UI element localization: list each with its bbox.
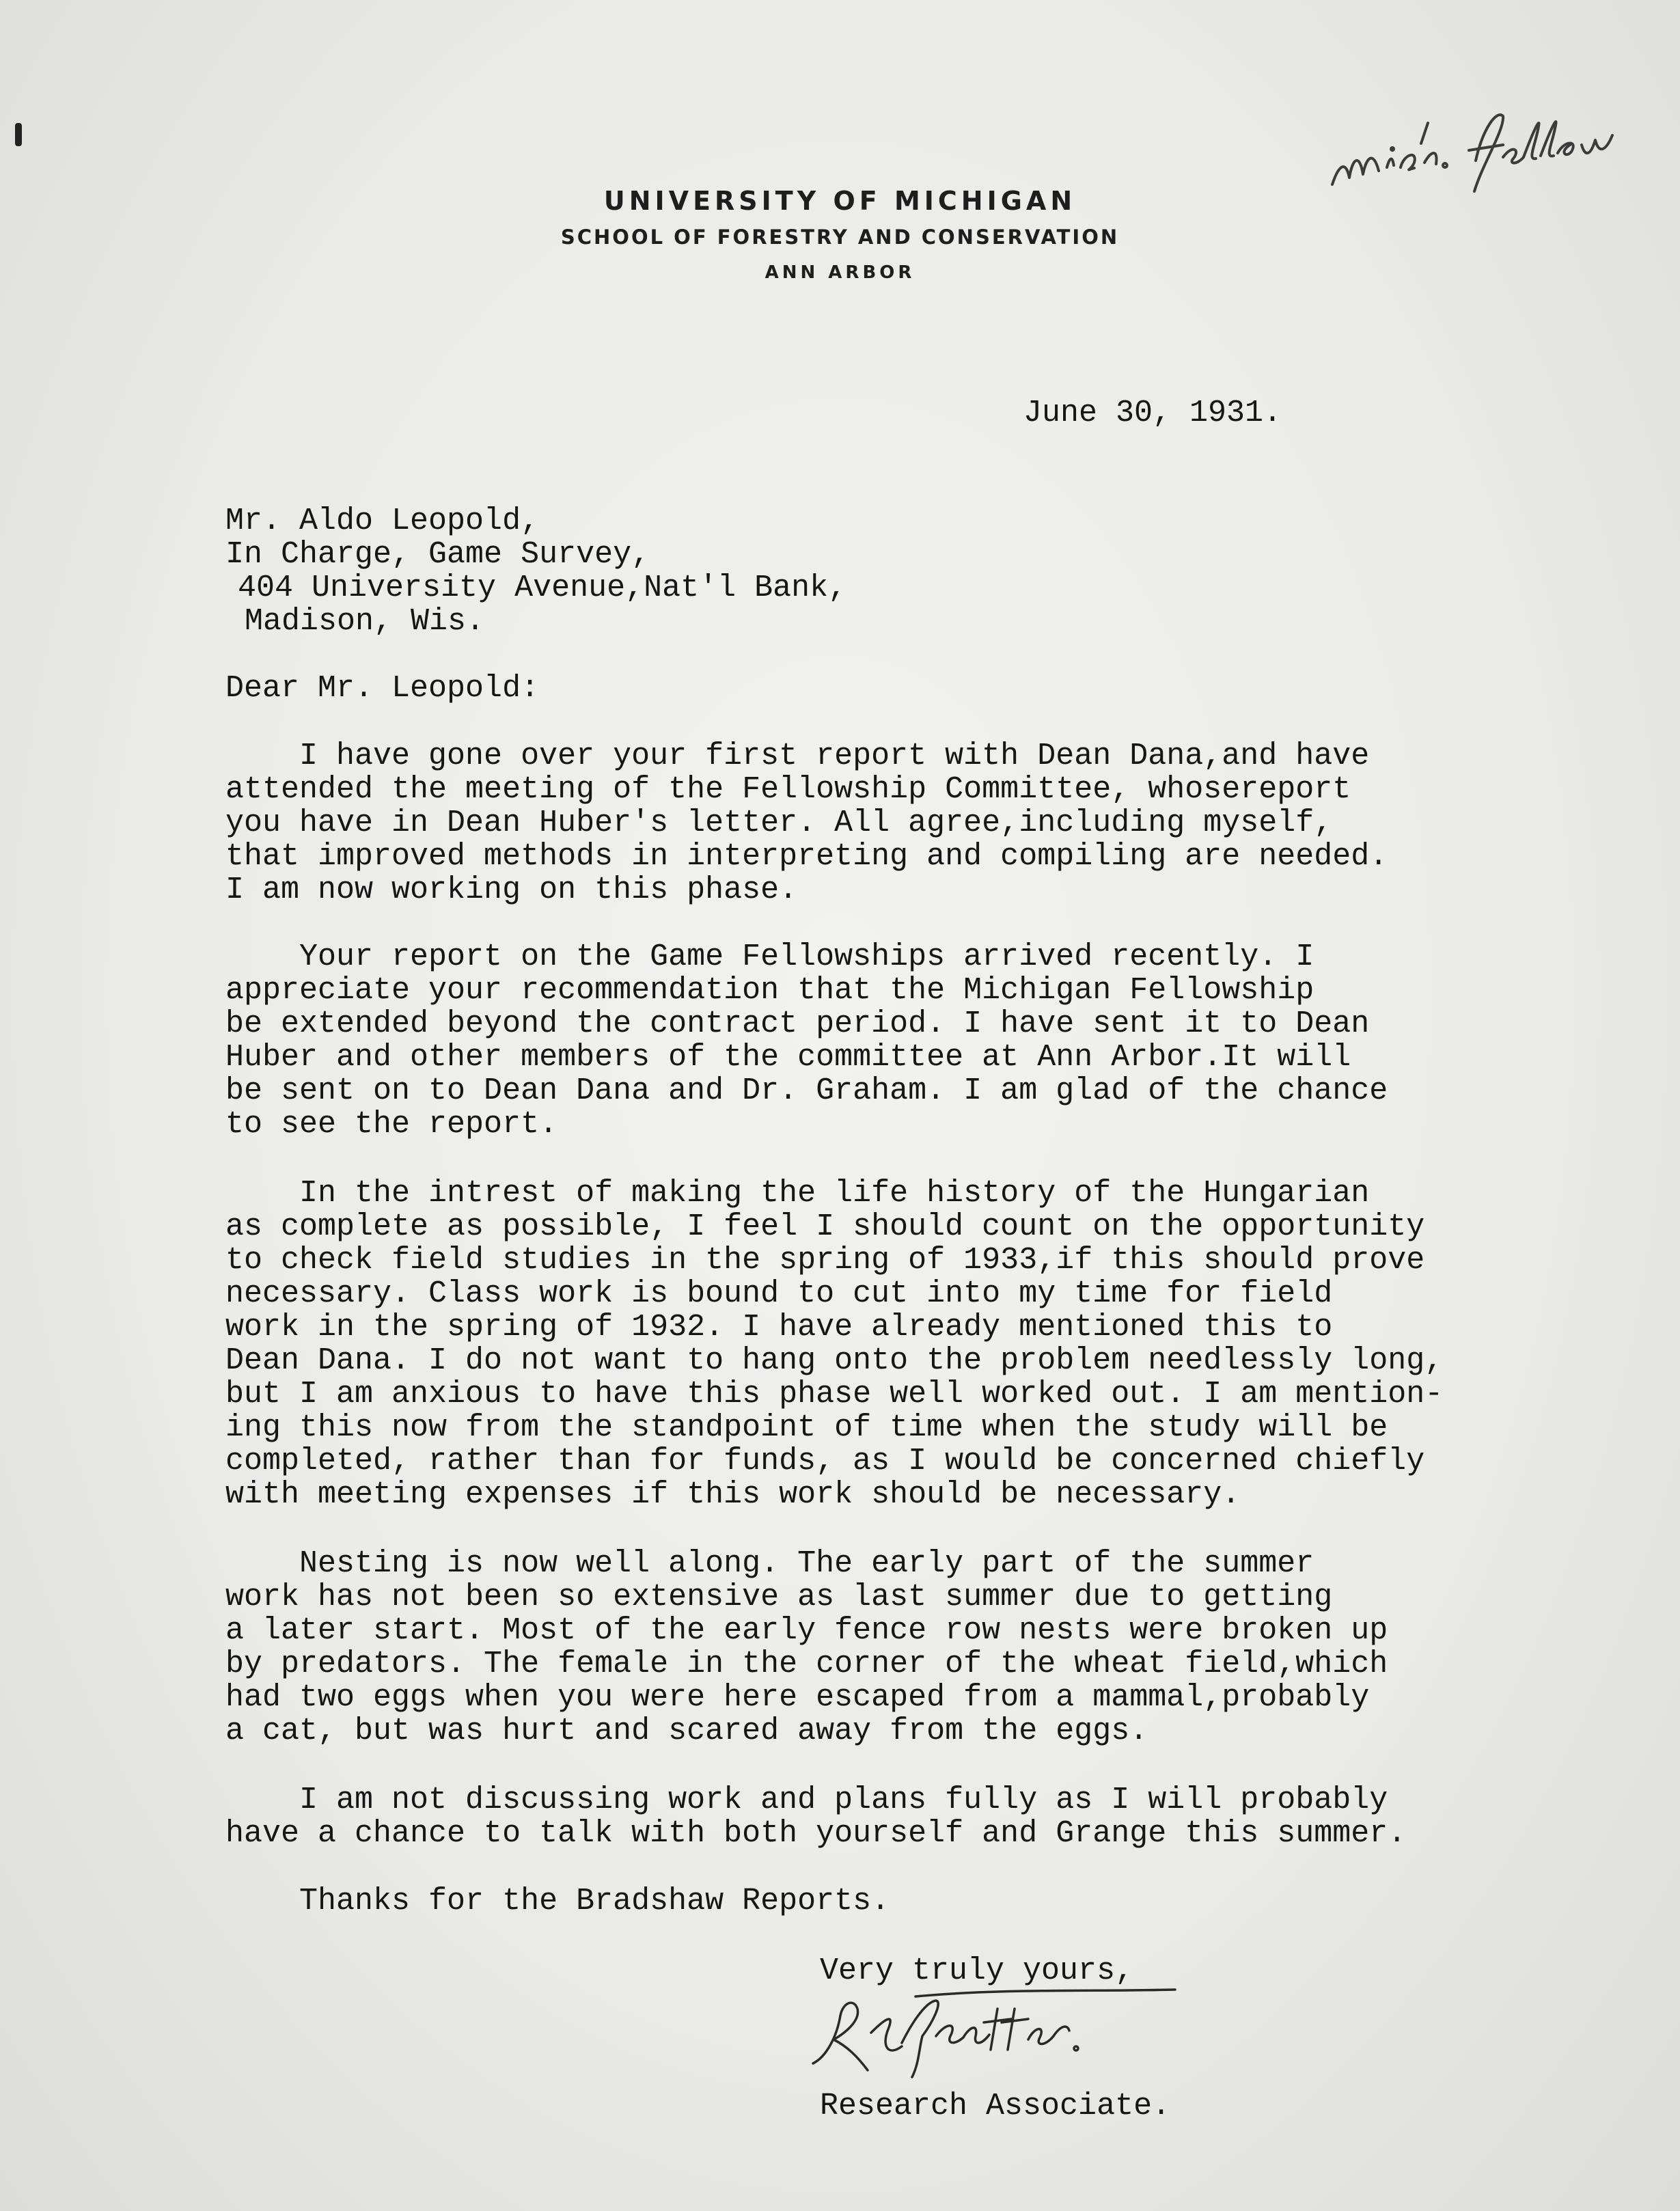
letter-date: June 30, 1931.	[1023, 396, 1282, 430]
paragraph-4: Nesting is now well along. The early part of the summer work has not been so extensive as last summer due to getting a later start. Most of the early fence row nests were broken up by predators. The female in the corner of the wheat field,which had two eggs when you were here escaped from a mammal,probably a cat, but was hurt and scared away from the eggs.	[225, 1546, 1388, 1748]
paragraph-3: In the intrest of making the life history of the Hungarian as complete as possible, I feel I should count on the opportunity to check field studies in the spring of 1933,if this should prove necessary. Class work is bound to cut into my time for field work in the spring of 1932. I have already mentioned this to Dean Dana. I do not want to hang onto the problem needlessly long, but I am anxious to have this phase well worked out. I am mention- ing this now from the standpoint of time when the study will be completed, rather than for funds, as I would be concerned chiefly with meeting expenses if this work should be necessary.	[225, 1176, 1444, 1512]
recipient-name: Mr. Aldo Leopold,	[225, 504, 540, 538]
recipient-city: Madison, Wis.	[245, 604, 485, 639]
recipient-street: 404 University Avenue,Nat'l Bank,	[238, 571, 847, 605]
letterhead-city: ANN ARBOR	[765, 262, 915, 283]
closing: Very truly yours,	[820, 1953, 1134, 1988]
paragraph-6: Thanks for the Bradshaw Reports.	[225, 1884, 890, 1919]
paragraph-5: I am not discussing work and plans fully as I will probably have a chance to talk with both yourself and Grange this summer.	[225, 1783, 1407, 1851]
letterhead-university: UNIVERSITY OF MICHIGAN	[603, 186, 1077, 216]
punch-mark	[15, 123, 22, 146]
paragraph-1: I have gone over your first report with Dean Dana,and have attended the meeting of the Fellowship Committee, whosereport you have in Dean Huber's letter. All agree,including myself, that improved methods in interpreting and compiling are needed. I am now working on this phase.	[225, 739, 1388, 907]
recipient-title: In Charge, Game Survey,	[225, 537, 650, 572]
letterhead-school: SCHOOL OF FORESTRY AND CONSERVATION	[560, 225, 1120, 249]
paragraph-2: Your report on the Game Fellowships arrived recently. I appreciate your recommendation that the Michigan Fellowship be extended beyond the contract period. I have sent it to Dean Huber and other members of the committee at Ann Arbor.It will be sent on to Dean Dana and Dr. Graham. I am glad of the chance to see the report.	[225, 939, 1388, 1142]
salutation: Dear Mr. Leopold:	[225, 671, 540, 706]
signature	[799, 1981, 1182, 2084]
signer-title: Research Associate.	[820, 2089, 1171, 2124]
